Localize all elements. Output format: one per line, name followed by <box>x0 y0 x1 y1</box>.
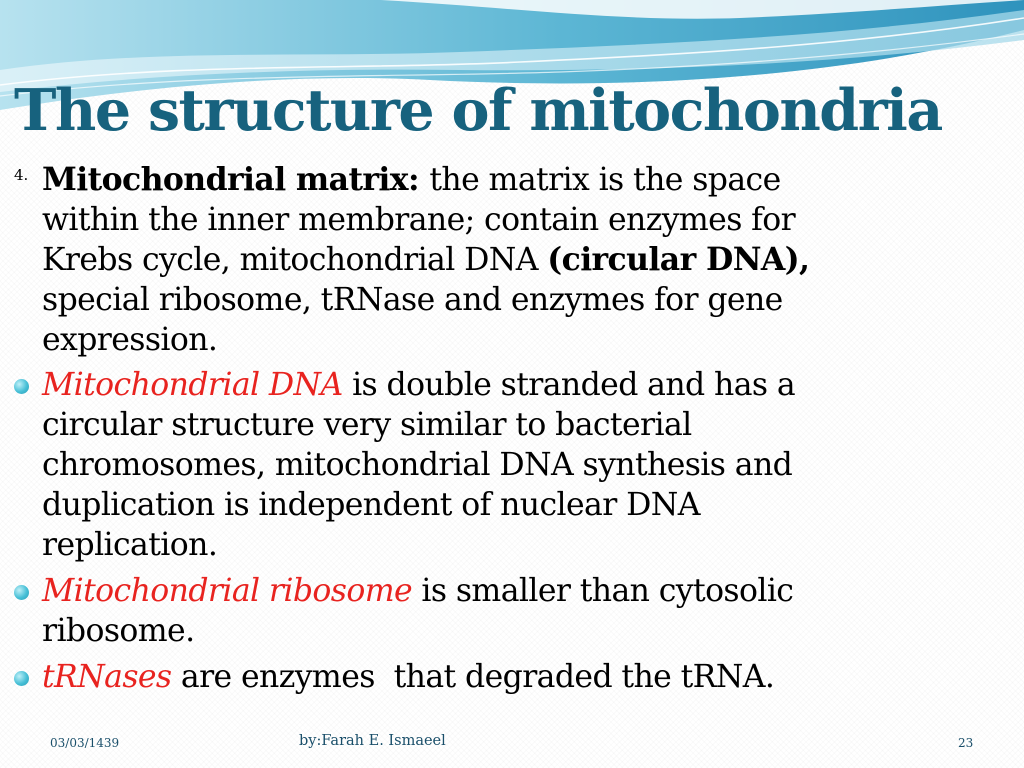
text-line <box>42 445 1004 485</box>
text-run: ( <box>547 241 562 278</box>
footer-date: 03/03/1439 <box>50 736 120 750</box>
text-run: Krebs cycle, mitochondrial DNA <box>42 242 548 278</box>
text-run: special ribosome, tRNase and enzymes for gene <box>42 282 783 318</box>
text-run: ), <box>784 241 810 278</box>
bullet-icon <box>14 671 29 686</box>
text-line <box>42 485 1004 525</box>
text-run: chromosomes, mitochondrial DNA synthesis and <box>42 447 793 483</box>
text-run: within the inner membrane; contain enzymes for <box>42 202 796 238</box>
text-line <box>42 611 1004 651</box>
text-run: ribosome. <box>42 613 195 649</box>
text-line <box>42 200 1004 240</box>
text-run: is smaller than cytosolic <box>412 573 794 609</box>
text-line <box>42 365 1004 405</box>
text-line <box>42 405 1004 445</box>
footer-author: by:Farah E. Ismaeel <box>299 733 446 749</box>
slide-content <box>14 160 1004 703</box>
text-run: circular structure very similar to bacterial <box>42 407 692 443</box>
text-line <box>42 320 1004 360</box>
text-line <box>42 240 1004 280</box>
term-circular-dna: circular DNA <box>561 241 785 278</box>
text-run: are enzymes that degraded the tRNA. <box>171 659 775 695</box>
highlight-trnases: tRNases <box>42 659 172 695</box>
text-line <box>42 280 1004 320</box>
term-mitochondrial-matrix: Mitochondrial matrix: <box>42 161 430 198</box>
text-run: replication. <box>42 527 218 563</box>
list-item-mitochondrial-dna <box>14 365 1004 565</box>
bullet-icon <box>14 379 29 394</box>
text-run: expression. <box>42 322 218 358</box>
highlight-mitochondrial-ribosome: Mitochondrial ribosome <box>42 573 412 609</box>
footer-page-number: 23 <box>958 736 974 750</box>
highlight-mitochondrial-dna: Mitochondrial DNA <box>42 367 343 403</box>
list-item-trnases <box>14 657 1004 697</box>
text-run: the matrix is the space <box>429 162 781 198</box>
text-line <box>42 160 1004 200</box>
text-line <box>42 525 1004 565</box>
list-number: 4. <box>14 166 29 184</box>
text-run: is double stranded and has a <box>342 367 796 403</box>
text-line <box>42 571 1004 611</box>
bullet-icon <box>14 585 29 600</box>
list-item-mitochondrial-ribosome <box>14 571 1004 651</box>
slide-title: The structure of mitochondria <box>14 77 942 144</box>
text-line <box>42 657 1004 697</box>
list-item-mitochondrial-matrix <box>14 160 1004 360</box>
text-run: duplication is independent of nuclear DNA <box>42 487 700 523</box>
